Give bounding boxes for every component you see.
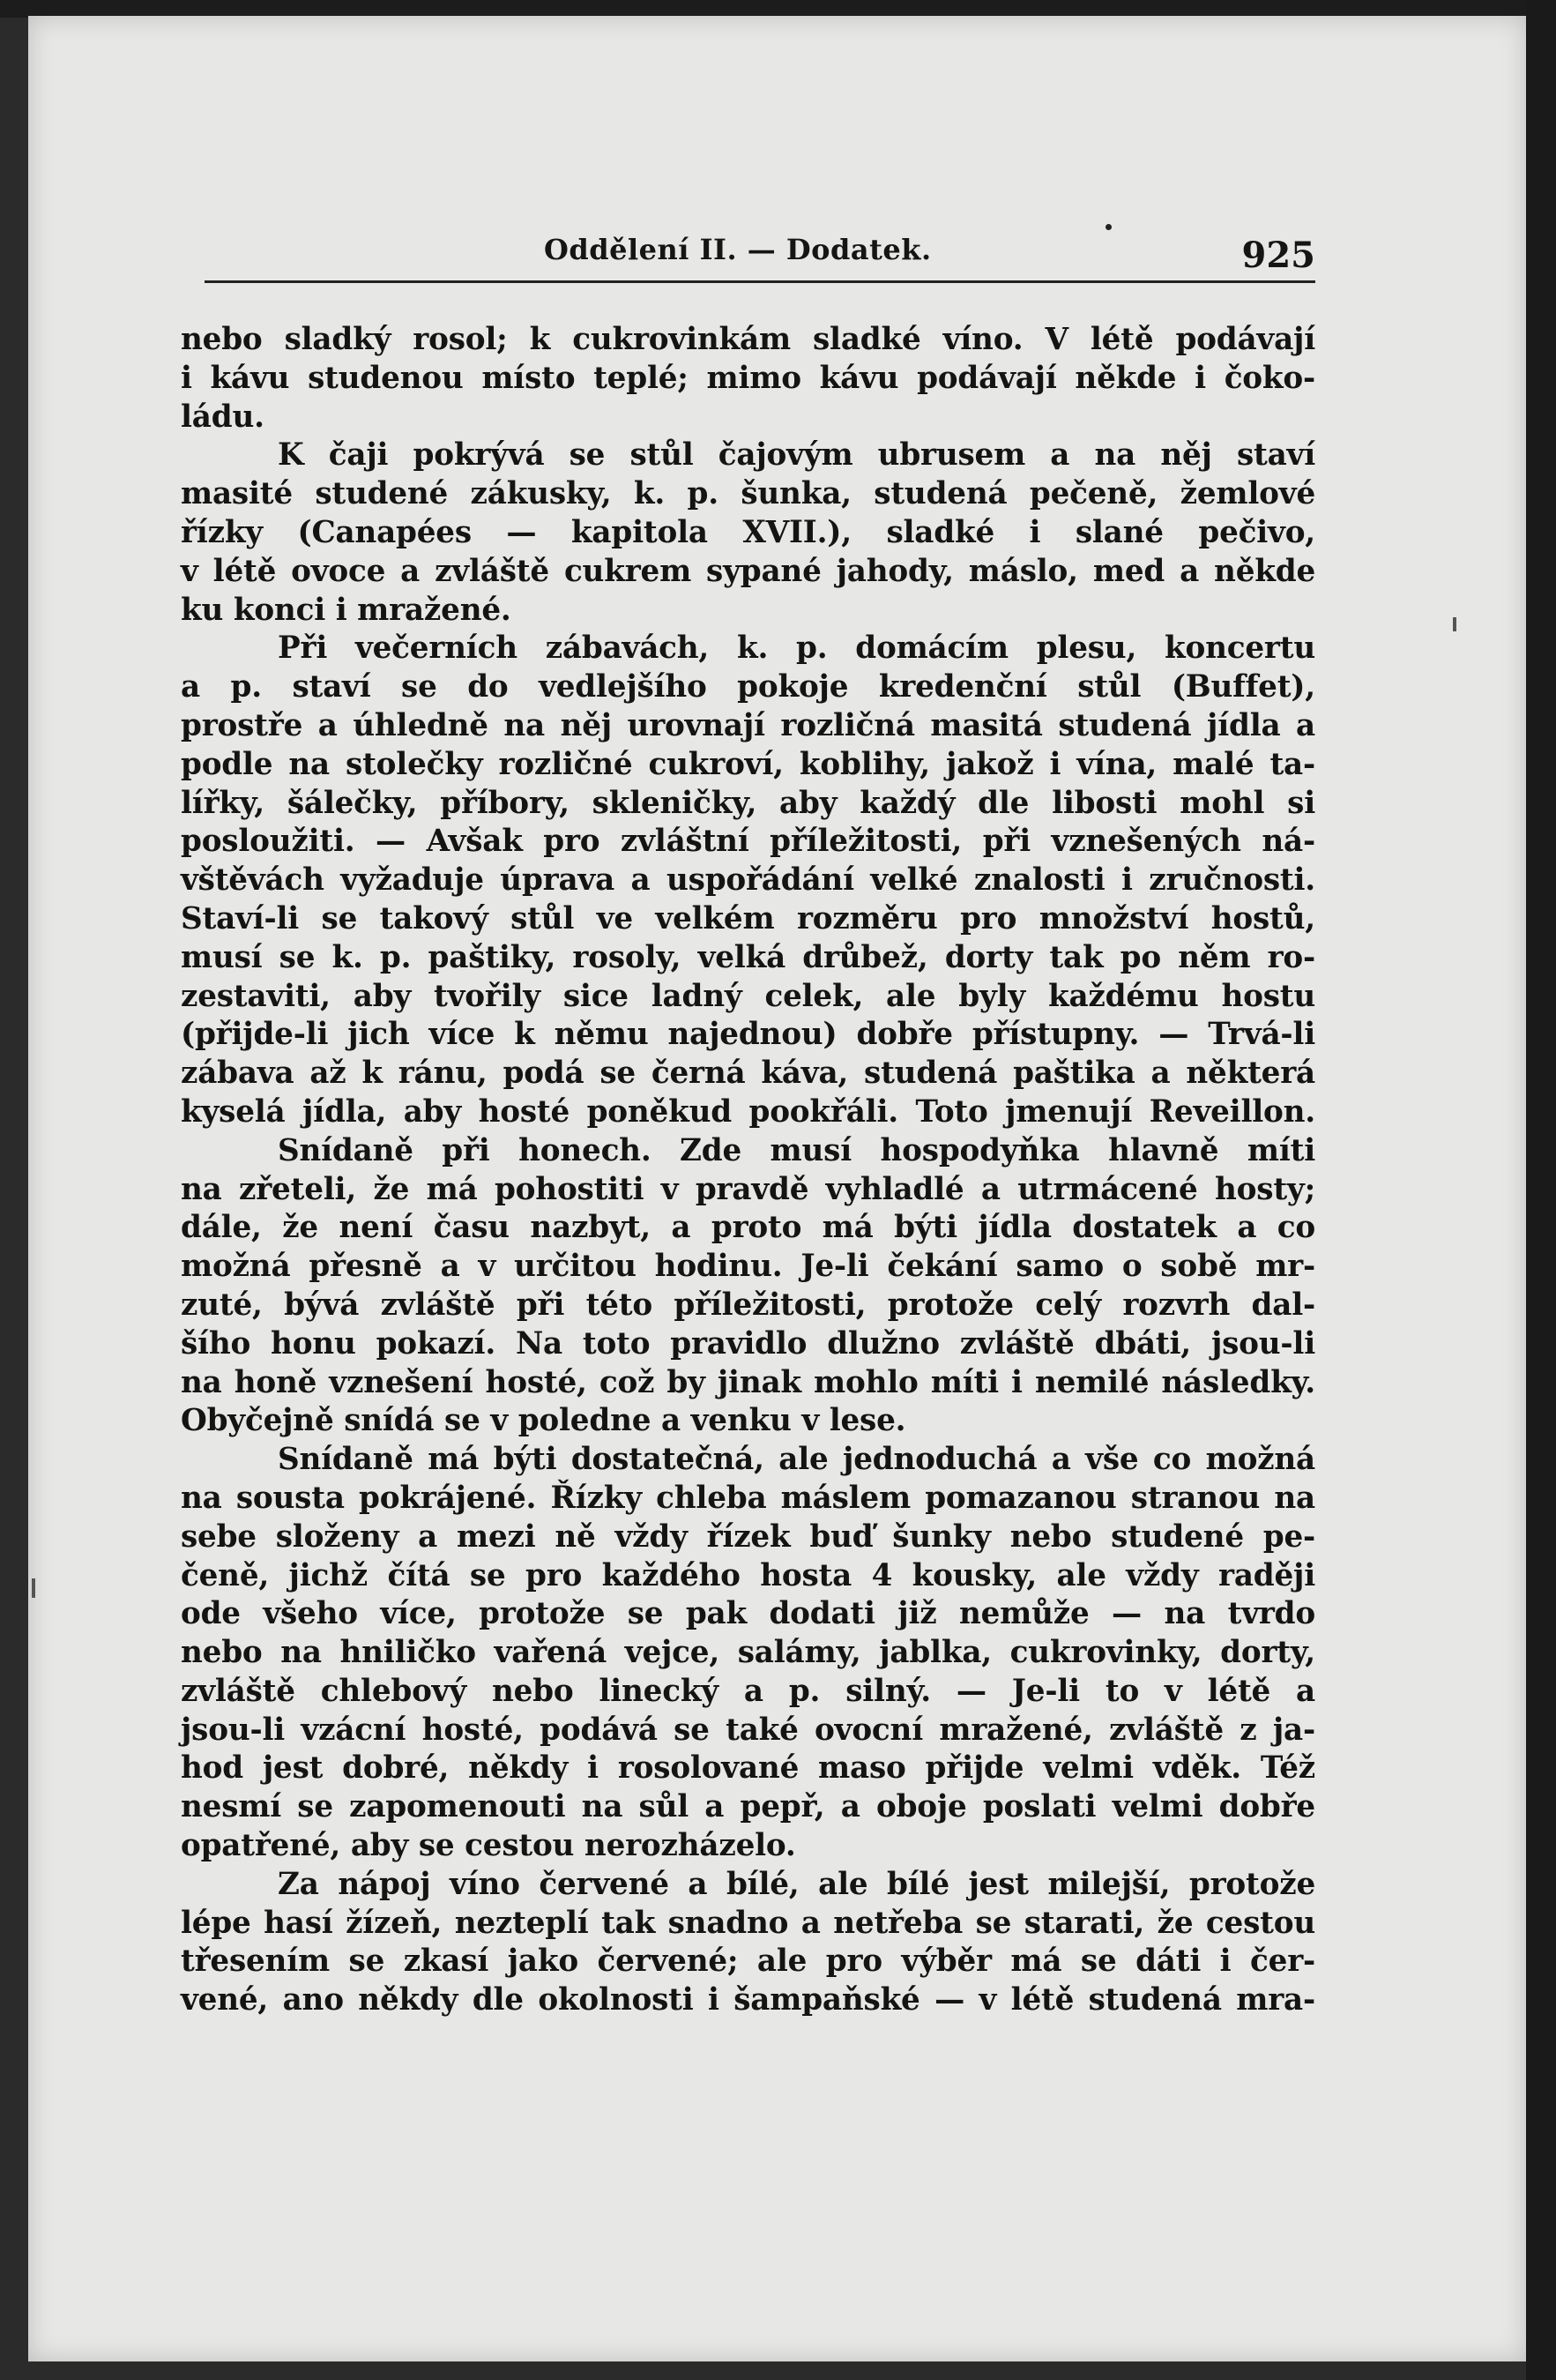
text-line: na sousta pokrájené. Řízky chleba máslem pomazanou stranou na — [181, 1480, 1315, 1516]
text-line: lířky, šálečky, příbory, skleničky, aby každý dle libosti mohl si — [181, 785, 1315, 821]
text-line: možná přesně a v určitou hodinu. Je-li čekání samo o sobě mr- — [181, 1249, 1315, 1285]
scan-border-right — [1526, 0, 1556, 2380]
text-line: nebo sladký rosol; k cukrovinkám sladké víno. V létě podávají — [181, 322, 1315, 357]
ink-dot — [1106, 224, 1112, 230]
text-line: kyselá jídla, aby hosté poněkud pookřáli. Toto jmenují Reveillon. — [181, 1093, 1315, 1130]
text-line: zvláště chlebový nebo linecký a p. silný. — Je-li to v létě a — [181, 1673, 1315, 1709]
text-line: jsou-li vzácní hosté, podává se také ovocní mražené, zvláště z ja- — [181, 1712, 1315, 1748]
text-line: řízky (Canapées — kapitola XVII.), sladké i slané pečivo, — [181, 514, 1315, 550]
scan-border-top — [0, 0, 1556, 18]
text-line: Při večerních zábavách, k. p. domácím plesu, koncertu — [278, 630, 1315, 667]
header-rule — [205, 280, 1315, 283]
text-line: sebe složeny a mezi ně vždy řízek buď šunky nebo studené pe- — [181, 1518, 1315, 1555]
running-title: Oddělení II. — Dodatek. — [544, 233, 932, 266]
text-line: čeně, jichž čítá se pro každého hosta 4 kousky, ale vždy raději — [181, 1557, 1315, 1593]
text-line: ode všeho více, protože se pak dodati již nemůže — na tvrdo — [181, 1596, 1315, 1632]
text-line: na zřeteli, že má pohostiti v pravdě vyhladlé a utrmácené hosty; — [181, 1171, 1315, 1207]
text-line: Snídaně má býti dostatečná, ale jednoduchá a vše co možná — [278, 1442, 1315, 1478]
text-line: zestaviti, aby tvořily sice ladný celek, ale byly každému hostu — [181, 978, 1315, 1014]
text-line: nesmí se zapomenouti na sůl a pepř, a oboje poslati velmi dobře — [181, 1789, 1315, 1825]
text-line: a p. staví se do vedlejšího pokoje kredenční stůl (Buffet), — [181, 669, 1315, 705]
body-text — [181, 321, 1315, 2020]
text-line: šího honu pokazí. Na toto pravidlo dlužno zvláště dbáti, jsou-li — [181, 1325, 1315, 1362]
text-line: masité studené zákusky, k. p. šunka, studená pečeně, žemlové — [181, 476, 1315, 512]
page-header — [205, 228, 1315, 280]
text-line: Za nápoj víno červené a bílé, ale bílé jest milejší, protože — [278, 1866, 1315, 1902]
text-line: Snídaně při honech. Zde musí hospodyňka hlavně míti — [278, 1132, 1315, 1168]
text-line: opatřené, aby se cestou nerozházelo. — [181, 1828, 796, 1864]
text-line: na honě vznešení hosté, což by jinak mohlo míti i nemilé následky. — [181, 1364, 1315, 1400]
text-line: K čaji pokrývá se stůl čajovým ubrusem a na něj staví — [278, 437, 1315, 474]
text-line: v létě ovoce a zvláště cukrem sypané jahody, máslo, med a někde — [181, 553, 1315, 589]
text-line: ládu. — [181, 399, 264, 435]
text-line: ku konci i mražené. — [181, 592, 511, 628]
text-line: nebo na hniličko vařená vejce, salámy, jablka, cukrovinky, dorty, — [181, 1635, 1315, 1671]
text-line: vené, ano někdy dle okolnosti i šampaňské — v létě studená mra- — [181, 1982, 1315, 2018]
margin-mark — [1453, 617, 1456, 631]
text-line: dále, že není času nazbyt, a proto má býti jídla dostatek a co — [181, 1210, 1315, 1246]
text-line: hod jest dobré, někdy i rosolované maso přijde velmi vděk. Též — [181, 1750, 1315, 1787]
margin-mark — [32, 1578, 35, 1598]
page-number: 925 — [1241, 235, 1315, 276]
text-line: prostře a úhledně na něj urovnají rozličná masitá studená jídla a — [181, 707, 1315, 743]
text-line: lépe hasí žízeň, nezteplí tak snadno a netřeba se starati, že cestou — [181, 1905, 1315, 1941]
text-line: posloužiti. — Avšak pro zvláštní příležitosti, při vznešených ná- — [181, 824, 1315, 860]
text-line: Staví-li se takový stůl ve velkém rozměru pro množství hostů, — [181, 900, 1315, 936]
text-line: třesením se zkasí jako červené; ale pro výběr má se dáti i čer- — [181, 1944, 1315, 1980]
text-line: Obyčejně snídá se v poledne a venku v lese. — [181, 1403, 906, 1439]
text-line: (přijde-li jich více k němu najednou) dobře přístupny. — Trvá-li — [181, 1017, 1315, 1053]
text-line: i kávu studenou místo teplé; mimo kávu podávají někde i čoko- — [181, 360, 1315, 396]
text-line: vštěvách vyžaduje úprava a uspořádání velké znalosti i zručnosti. — [181, 862, 1315, 899]
text-line: zábava až k ránu, podá se černá káva, studená paštika a některá — [181, 1056, 1315, 1092]
text-line: zuté, bývá zvláště při této příležitosti, protože celý rozvrh dal- — [181, 1287, 1315, 1323]
text-line: podle na stolečky rozličné cukroví, koblihy, jakož i vína, malé ta- — [181, 746, 1315, 782]
text-line: musí se k. p. paštiky, rosoly, velká drůbež, dorty tak po něm ro- — [181, 939, 1315, 975]
